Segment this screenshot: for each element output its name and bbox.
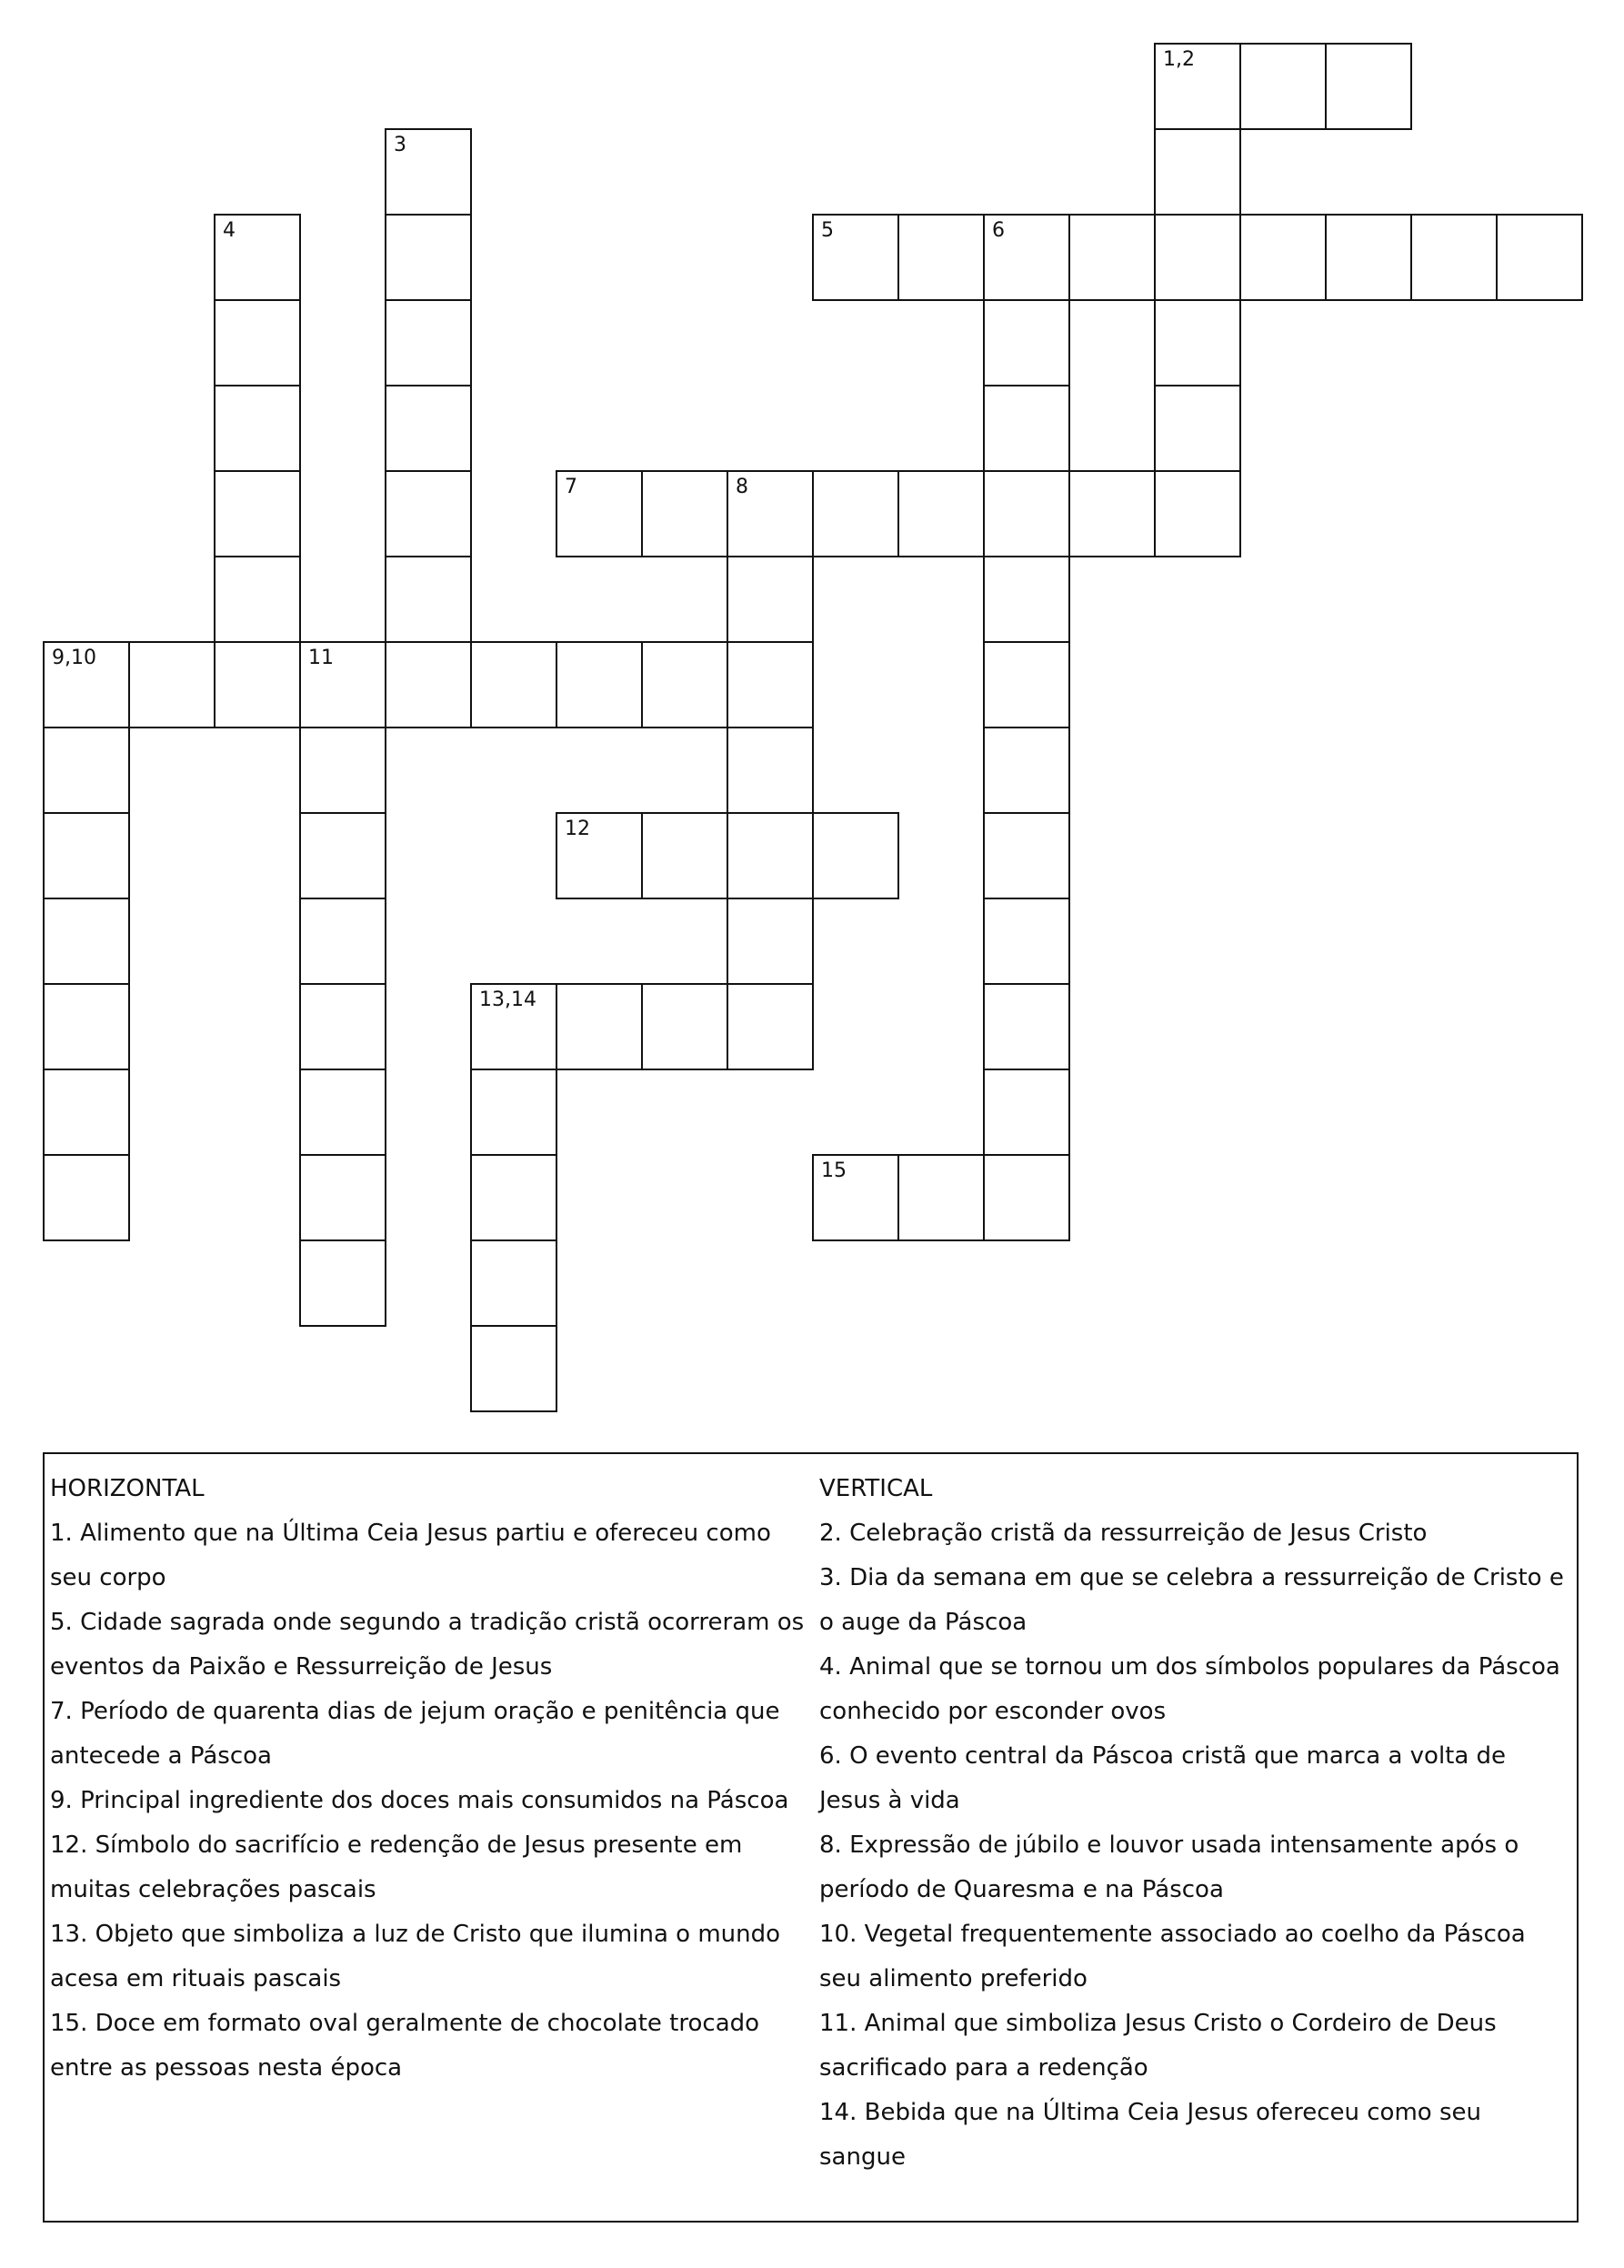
- crossword-cell[interactable]: [897, 470, 985, 557]
- crossword-cell[interactable]: [1154, 214, 1241, 301]
- crossword-cell[interactable]: [641, 812, 728, 899]
- crossword-cell[interactable]: [1325, 214, 1412, 301]
- horizontal-clues: [50, 1467, 814, 2091]
- crossword-cell[interactable]: [983, 214, 1070, 301]
- clue-h5: 5. Cidade sagrada onde segundo a tradição cristã ocorreram os eventos da Paixão e Ressurreição de Jesus: [50, 1609, 805, 1681]
- crossword-cell[interactable]: [299, 898, 386, 985]
- crossword-cell[interactable]: [299, 1069, 386, 1156]
- crossword-cell[interactable]: [1154, 128, 1241, 216]
- crossword-cell[interactable]: [1325, 43, 1412, 130]
- clues-box: [43, 1452, 1579, 2223]
- crossword-cell[interactable]: [983, 1069, 1070, 1156]
- crossword-cell[interactable]: [470, 1154, 557, 1241]
- crossword-cell[interactable]: [1068, 214, 1156, 301]
- clue-v3: 3. Dia da semana em que se celebra a ressurreição de Cristo e o auge da Páscoa: [819, 1564, 1564, 1636]
- crossword-cell[interactable]: [556, 641, 643, 728]
- crossword-cell[interactable]: [641, 470, 728, 557]
- crossword-cell[interactable]: [43, 641, 130, 728]
- crossword-cell[interactable]: [556, 470, 643, 557]
- crossword-cell[interactable]: [812, 470, 899, 557]
- clue-v10: 10. Vegetal frequentemente associado ao coelho da Páscoa seu alimento preferido: [819, 1921, 1526, 1992]
- crossword-cell[interactable]: [897, 1154, 985, 1241]
- crossword-cell[interactable]: [385, 385, 472, 472]
- clue-v4: 4. Animal que se tornou um dos símbolos populares da Páscoa conhecido por esconder ovos: [819, 1653, 1560, 1725]
- clue-v2: 2. Celebração cristã da ressurreição de Jesus Cristo: [819, 1520, 1428, 1547]
- crossword-cell[interactable]: [727, 727, 814, 814]
- crossword-cell[interactable]: [727, 812, 814, 899]
- crossword-cell[interactable]: [385, 641, 472, 728]
- clue-number: 7: [565, 476, 577, 498]
- clue-number: 3: [394, 134, 406, 156]
- crossword-cell[interactable]: [299, 641, 386, 728]
- crossword-cell[interactable]: [983, 1154, 1070, 1241]
- crossword-cell[interactable]: [983, 641, 1070, 728]
- crossword-cell[interactable]: [43, 727, 130, 814]
- clue-number: 8: [736, 476, 748, 498]
- crossword-cell[interactable]: [641, 983, 728, 1070]
- crossword-cell[interactable]: [983, 898, 1070, 985]
- clue-h15: 15. Doce em formato oval geralmente de chocolate trocado entre as pessoas nesta época: [50, 2010, 760, 2082]
- crossword-cell[interactable]: [727, 470, 814, 557]
- clue-number: 5: [821, 219, 834, 242]
- crossword-cell[interactable]: [299, 983, 386, 1070]
- crossword-cell[interactable]: [1154, 299, 1241, 386]
- crossword-cell[interactable]: [470, 641, 557, 728]
- crossword-cell[interactable]: [385, 299, 472, 386]
- clue-v8: 8. Expressão de júbilo e louvor usada intensamente após o período de Quaresma e na Páscoa: [819, 1831, 1519, 1903]
- clue-number: 4: [223, 219, 236, 242]
- crossword-cell[interactable]: [812, 1154, 899, 1241]
- clue-h1: 1. Alimento que na Última Ceia Jesus partiu e ofereceu como seu corpo: [50, 1520, 771, 1591]
- vertical-clues: [819, 1467, 1574, 2180]
- crossword-cell[interactable]: [556, 983, 643, 1070]
- crossword-cell[interactable]: [470, 1069, 557, 1156]
- crossword-cell[interactable]: [1154, 470, 1241, 557]
- crossword-cell[interactable]: [385, 556, 472, 643]
- crossword-cell[interactable]: [385, 470, 472, 557]
- crossword-cell[interactable]: [983, 983, 1070, 1070]
- crossword-cell[interactable]: [812, 812, 899, 899]
- crossword-cell[interactable]: [1154, 43, 1241, 130]
- crossword-cell[interactable]: [214, 470, 301, 557]
- crossword-cell[interactable]: [727, 898, 814, 985]
- crossword-cell[interactable]: [214, 299, 301, 386]
- crossword-cell[interactable]: [1239, 214, 1327, 301]
- crossword-cell[interactable]: [43, 1154, 130, 1241]
- crossword-cell[interactable]: [1410, 214, 1498, 301]
- crossword-cell[interactable]: [214, 385, 301, 472]
- crossword-cell[interactable]: [812, 214, 899, 301]
- clue-number: 13,14: [479, 988, 536, 1011]
- crossword-cell[interactable]: [43, 1069, 130, 1156]
- crossword-cell[interactable]: [299, 727, 386, 814]
- crossword-cell[interactable]: [727, 983, 814, 1070]
- clue-number: 6: [992, 219, 1005, 242]
- crossword-cell[interactable]: [983, 470, 1070, 557]
- crossword-cell[interactable]: [470, 983, 557, 1070]
- clue-v11: 11. Animal que simboliza Jesus Cristo o Cordeiro de Deus sacrificado para a redenção: [819, 2010, 1497, 2082]
- clue-number: 15: [821, 1159, 847, 1182]
- crossword-cell[interactable]: [556, 812, 643, 899]
- crossword-cell[interactable]: [385, 214, 472, 301]
- crossword-cell[interactable]: [1239, 43, 1327, 130]
- clue-v14: 14. Bebida que na Última Ceia Jesus ofereceu como seu sangue: [819, 2099, 1481, 2171]
- clue-h7: 7. Período de quarenta dias de jejum oração e penitência que antecede a Páscoa: [50, 1698, 780, 1770]
- horizontal-heading: HORIZONTAL: [50, 1475, 205, 1502]
- crossword-cell[interactable]: [727, 556, 814, 643]
- crossword-cell[interactable]: [43, 898, 130, 985]
- crossword-cell[interactable]: [43, 812, 130, 899]
- crossword-cell[interactable]: [1154, 385, 1241, 472]
- crossword-cell[interactable]: [983, 556, 1070, 643]
- crossword-cell[interactable]: [897, 214, 985, 301]
- clue-number: 11: [308, 647, 334, 669]
- crossword-cell[interactable]: [983, 727, 1070, 814]
- crossword-cell[interactable]: [214, 556, 301, 643]
- vertical-heading: VERTICAL: [819, 1475, 933, 1502]
- crossword-cell[interactable]: [727, 641, 814, 728]
- crossword-cell[interactable]: [214, 641, 301, 728]
- crossword-cell[interactable]: [470, 1325, 557, 1412]
- crossword-cell[interactable]: [983, 385, 1070, 472]
- crossword-cell[interactable]: [214, 214, 301, 301]
- clue-h9: 9. Principal ingrediente dos doces mais consumidos na Páscoa: [50, 1787, 789, 1814]
- crossword-cell[interactable]: [983, 299, 1070, 386]
- clue-h13: 13. Objeto que simboliza a luz de Cristo que ilumina o mundo acesa em rituais pascais: [50, 1921, 781, 1992]
- crossword-cell[interactable]: [470, 1239, 557, 1327]
- clue-number: 1,2: [1163, 48, 1195, 71]
- clue-number: 9,10: [52, 647, 96, 669]
- crossword-cell[interactable]: [299, 1154, 386, 1241]
- crossword-cell[interactable]: [299, 1239, 386, 1327]
- crossword-cell[interactable]: [128, 641, 216, 728]
- clue-v6: 6. O evento central da Páscoa cristã que marca a volta de Jesus à vida: [819, 1742, 1507, 1814]
- crossword-cell[interactable]: [1496, 214, 1583, 301]
- clue-h12: 12. Símbolo do sacrifício e redenção de Jesus presente em muitas celebrações pascais: [50, 1831, 743, 1903]
- crossword-cell[interactable]: [385, 128, 472, 216]
- clue-number: 12: [565, 818, 590, 840]
- crossword-cell[interactable]: [641, 641, 728, 728]
- crossword-cell[interactable]: [299, 812, 386, 899]
- crossword-cell[interactable]: [983, 812, 1070, 899]
- crossword-cell[interactable]: [43, 983, 130, 1070]
- crossword-cell[interactable]: [1068, 470, 1156, 557]
